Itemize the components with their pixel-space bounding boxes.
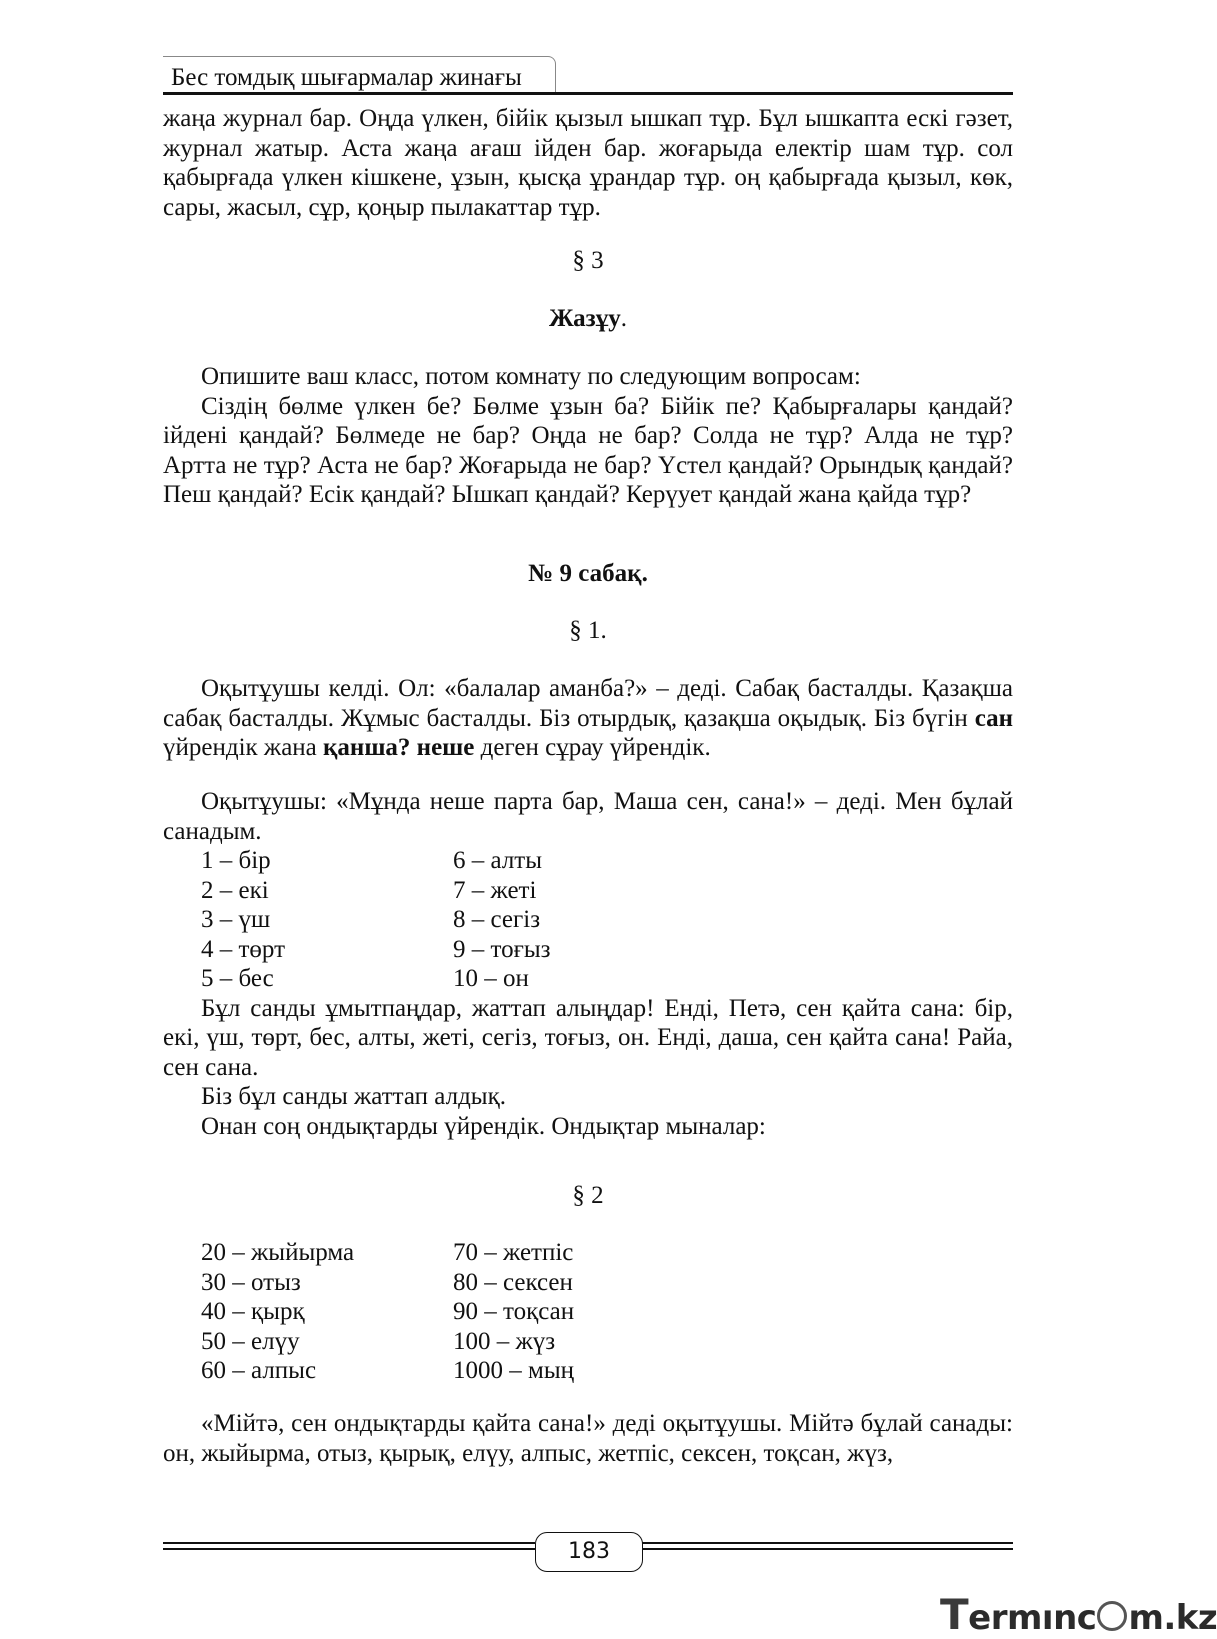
list-item (163, 905, 1013, 935)
lesson-heading (163, 559, 1013, 589)
watermark-part-2: m.kz (1128, 1598, 1217, 1638)
intro-text: жаңа журнал бар. Оңда үлкен, бійік қызыл ышкап тұр. Бұл ышкапта ескі гәзет, журнал жатыр. Аста жаңа ағаш ійден бар. жоғарыда електір шам тұр. сол қабырғада үлкен кішкене, ұзын, қысқа ұрандар тұр. оң қабырғада қызыл, көк, сары, жасыл, сұр, қоңыр пылакаттар тұр. (163, 105, 1013, 221)
instruction-text: Опишите ваш класс, потом комнату по следующим вопросам: (201, 363, 861, 390)
header-rule (163, 92, 1013, 95)
learned-text: Біз бұл санды жаттап алдық. (201, 1083, 506, 1110)
numbers-list-1 (163, 846, 1013, 994)
magnifier-icon (1097, 1601, 1127, 1631)
running-header (163, 56, 1013, 94)
lesson-title: № 9 сабақ. (528, 560, 648, 587)
number-right: 6 – алты (453, 847, 543, 874)
number-right: 9 – тоғыз (453, 935, 551, 963)
teacher2-text: Оқытұушы: «Мұнда неше парта бар, Маша сен, сана!» – деді. Мен бұлай санадым. (163, 788, 1013, 845)
number-right: 70 – жетпіс (453, 1239, 574, 1266)
tens-intro-text: Онан соң ондықтарды үйрендік. Ондықтар мыналар: (201, 1112, 766, 1140)
number-left: 20 – жыйырма (201, 1239, 355, 1266)
teacher1-bold-1: сан (974, 704, 1013, 732)
writing-heading (163, 304, 1013, 334)
number-right: 7 – жеті (453, 876, 537, 904)
section-heading-2 (163, 1181, 1013, 1211)
list-item (163, 1356, 1013, 1386)
section-2-label: § 2 (572, 1182, 604, 1209)
list-item (163, 876, 1013, 906)
final-text: «Мійтә, сен ондықтарды қайта сана!» деді оқытұушы. Мійтә бұлай санады: он, жыйырма, отыз, қырық, елүу, алпыс, жетпіс, сексен, тоқсан, жүз, (163, 1410, 1013, 1467)
section-3-label: § 3 (572, 247, 604, 274)
footer-rule-right (641, 1542, 1013, 1544)
paragraph-teacher-2 (163, 787, 1013, 1141)
watermark-initial: T (940, 1590, 969, 1639)
paragraph-teacher-1 (163, 674, 1013, 763)
list-item (163, 964, 1013, 994)
list-item (163, 846, 1013, 876)
list-item (163, 1327, 1013, 1357)
writing-dot: . (620, 305, 627, 332)
page-footer (163, 1530, 1013, 1570)
numbers-list-2 (163, 1238, 1013, 1386)
page-number: 183 (535, 1532, 643, 1572)
number-left: 4 – төрт (201, 935, 286, 963)
number-left: 1 – бір (201, 847, 271, 874)
number-left: 5 – бес (201, 965, 274, 992)
teacher1-text: Оқытұушы келді. Ол: «балалар аманба?» – деді. Сабақ басталды. Қазақша сабақ басталды. Жұмыс басталды. Біз отырдық, қазақша оқыдық. Біз бүгін (163, 675, 1013, 732)
number-right: 100 – жүз (453, 1327, 556, 1355)
number-right: 80 – сексен (453, 1268, 573, 1296)
number-left: 40 – қырқ (201, 1298, 305, 1325)
number-left: 60 – алпыс (201, 1357, 317, 1384)
list-item (163, 935, 1013, 965)
teacher1-bold-2: қанша? неше (323, 734, 475, 761)
section-heading-3 (163, 246, 1013, 276)
teacher1-mid: үйрендік жана (163, 734, 317, 761)
number-right: 90 – тоқсан (453, 1298, 575, 1325)
number-left: 50 – елүу (201, 1327, 300, 1355)
site-watermark (940, 1590, 1217, 1639)
header-title: Бес томдық шығармалар жинағы (171, 64, 522, 91)
writing-title: Жазұу (549, 305, 621, 332)
footer-rule-left-2 (163, 1548, 535, 1550)
number-right: 1000 – мың (453, 1357, 574, 1384)
questions-text: Сіздің бөлме үлкен бе? Бөлме ұзын ба? Бійік пе? Қабырғалары қандай? ійдені қандай? Бөлмеде не бар? Оңда не бар? Солда не тұр? Алда не тұр? Артта не тұр? Аста не бар? Жоғарыда не бар? Үстел қандай? Орындық қандай? Пеш қандай? Есік қандай? Ышкап қандай? Керүует қандай жана қайда тұр? (163, 392, 1013, 508)
paragraph-intro (163, 104, 1013, 222)
footer-rule-left (163, 1542, 535, 1544)
number-left: 2 – екі (201, 876, 269, 904)
number-left: 3 – үш (201, 906, 271, 933)
watermark-part-1: ermınc (968, 1598, 1097, 1638)
writing-task (163, 362, 1013, 510)
section-heading-1 (163, 616, 1013, 646)
memorize-text: Бұл санды ұмытпаңдар, жаттап алыңдар! Енді, Петә, сен қайта сана: бір, екі, үш, төрт, бес, алты, жеті, сегіз, тоғыз, он. Енді, даша, сен қайта сана! Райа, сен сана. (163, 994, 1013, 1081)
section-1-label: § 1. (569, 617, 607, 644)
list-item (163, 1297, 1013, 1327)
number-right: 8 – сегіз (453, 906, 541, 933)
number-left: 30 – отыз (201, 1268, 301, 1296)
number-right: 10 – он (453, 965, 529, 992)
list-item (163, 1238, 1013, 1268)
footer-rule-right-2 (641, 1548, 1013, 1550)
teacher1-end: деген сұрау үйрендік. (480, 734, 711, 761)
paragraph-final (163, 1409, 1013, 1468)
list-item (163, 1268, 1013, 1298)
